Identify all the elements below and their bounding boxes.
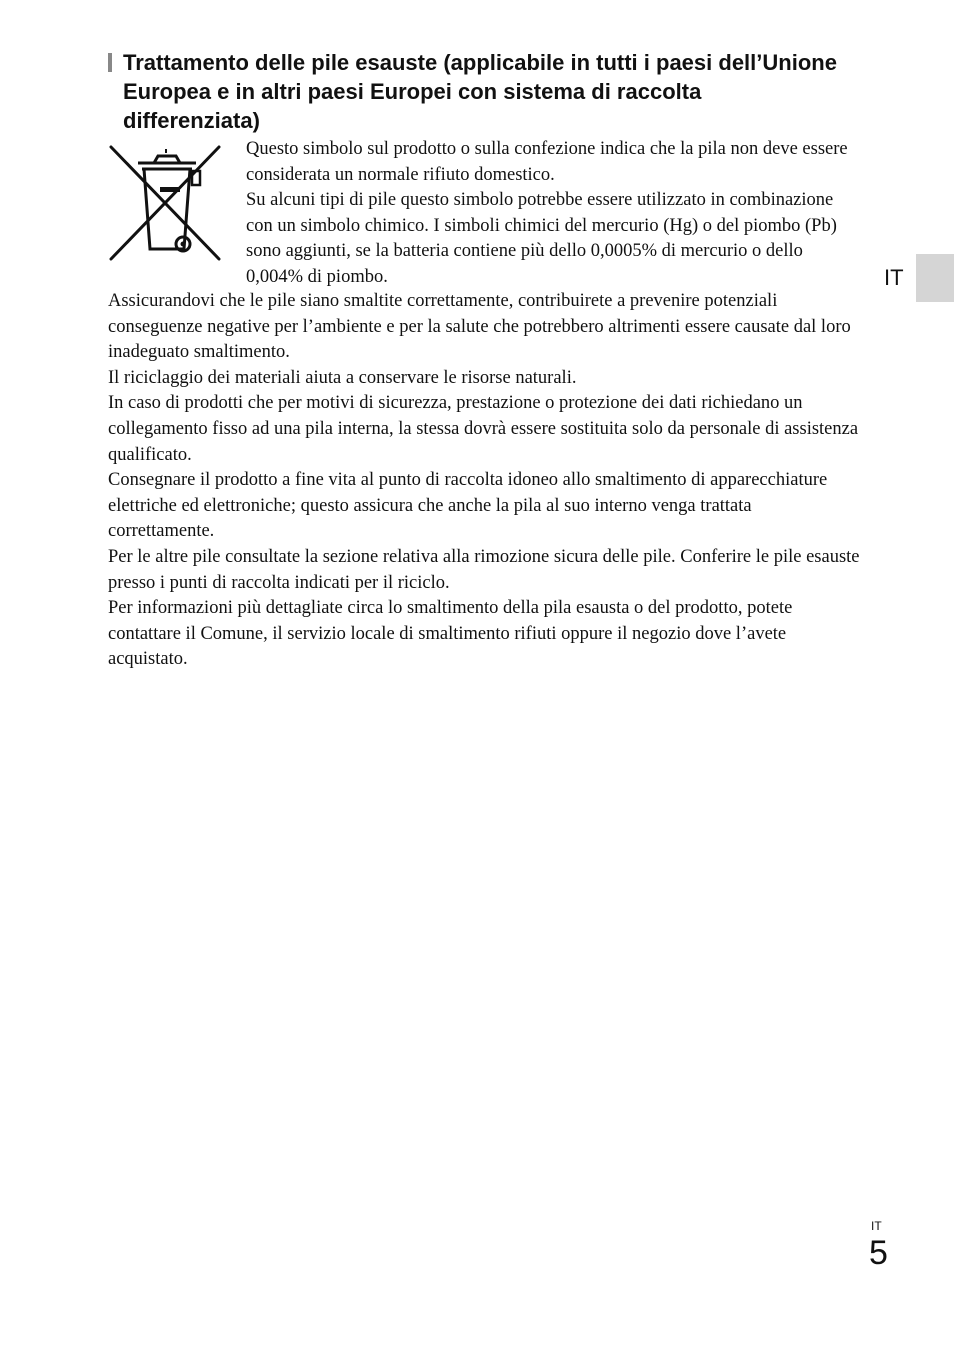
body-paragraph: In caso di prodotti che per motivi di sicurezza, prestazione o protezione dei dati richiedano un collegamento fisso ad una pila interna, la stessa dovrà essere sostituita solo da personale di assistenza qualificato.	[108, 393, 859, 465]
body-paragraph: Consegnare il prodotto a fine vita al punto di raccolta idoneo allo smaltimento di apparecchiature elettriche ed elettroniche; questo assicura che anche la pila al suo interno venga trattata correttamente.	[108, 470, 828, 542]
intro-paragraph: Su alcuni tipi di pile questo simbolo potrebbe essere utilizzato in combinazione con un simbolo chimico. I simboli chimici del mercurio (Hg) o del piombo (Pb) sono aggiunti, se la batteria contiene più dello 0,0005% di mercurio o dello 0,004% di piombo.	[246, 190, 837, 287]
side-tab	[916, 254, 954, 302]
side-tab-label: IT	[884, 265, 904, 290]
footer-language: IT	[871, 1219, 882, 1233]
body-paragraph: Assicurandovi che le pile siano smaltite correttamente, contribuirete a prevenire potenziali conseguenze negative per l’ambiente e per la salute che potrebbero altrimenti essere causate dal loro inadeguato smaltimento.	[108, 291, 851, 363]
body-paragraph: Per informazioni più dettagliate circa lo smaltimento della pila esausta o del prodotto, potete contattare il Comune, il servizio locale di smaltimento rifiuti oppure il negozio dove l’avete acquistato.	[108, 598, 793, 670]
body-paragraph: Il riciclaggio dei materiali aiuta a conservare le risorse naturali.	[108, 367, 577, 388]
section-heading	[108, 48, 843, 135]
heading-bar	[108, 53, 112, 72]
body-text	[108, 289, 860, 673]
section-heading-text: Trattamento delle pile esauste (applicabile in tutti i paesi dell’Unione Europea e in altri paesi Europei con sistema di raccolta differenziata)	[123, 50, 837, 133]
body-paragraph: Per le altre pile consultate la sezione relativa alla rimozione sicura delle pile. Conferire le pile esauste presso i punti di raccolta indicati per il riciclo.	[108, 546, 860, 593]
page-number: 5	[869, 1234, 888, 1272]
intro-block	[108, 137, 860, 291]
crossed-out-wheelie-bin-icon	[108, 143, 222, 261]
intro-text	[246, 137, 860, 291]
intro-paragraph: Questo simbolo sul prodotto o sulla confezione indica che la pila non deve essere considerata un normale rifiuto domestico.	[246, 139, 848, 185]
